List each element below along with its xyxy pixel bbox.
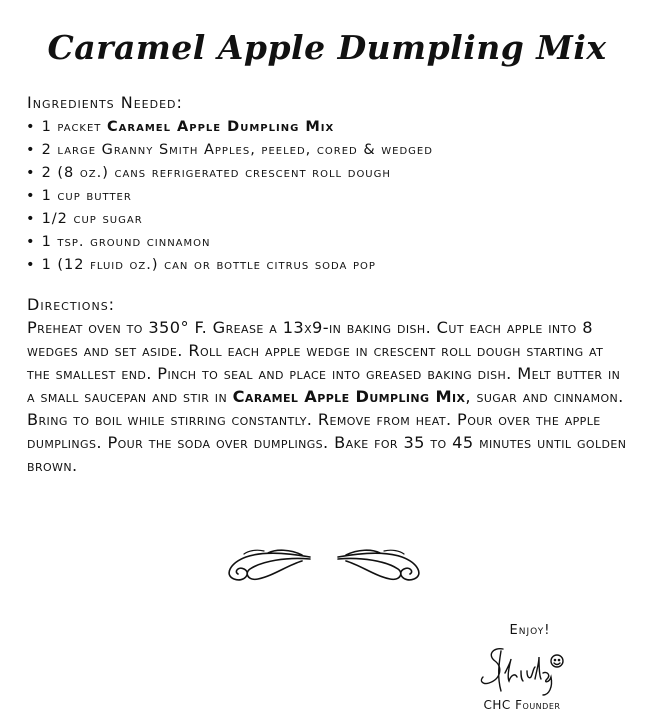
directions-text: [27, 316, 627, 477]
ingredient-product-name: Caramel Apple Dumpling Mix: [107, 119, 335, 135]
directions-product-name: Caramel Apple Dumpling Mix: [232, 387, 466, 406]
ingredient-text: 2 large Granny Smith Apples, peeled, cored & wedged: [41, 142, 433, 158]
ingredient-text: 2 (8 oz.) cans refrigerated crescent roll dough: [41, 165, 391, 181]
ingredient-text: 1/2 cup sugar: [41, 211, 143, 227]
bullet: •: [26, 165, 36, 181]
ingredients-heading: Ingredients Needed:: [27, 93, 183, 112]
ingredient-text: 1 packet: [41, 119, 108, 135]
bullet: •: [26, 142, 36, 158]
bullet: •: [26, 234, 36, 250]
ingredient-text: 1 (12 fluid oz.) can or bottle citrus soda pop: [41, 257, 376, 273]
bullet: •: [26, 119, 36, 135]
ingredient-item: [26, 208, 433, 231]
flourish-divider-icon: [218, 545, 430, 585]
ingredient-item: [26, 162, 433, 185]
ingredient-item: [26, 231, 433, 254]
ingredient-item: [26, 116, 433, 139]
ingredient-text: 1 cup butter: [41, 188, 132, 204]
enjoy-text: Enjoy!: [509, 623, 551, 638]
ingredient-item: [26, 139, 433, 162]
bullet: •: [26, 188, 36, 204]
ingredient-item: [26, 254, 433, 277]
bullet: •: [26, 211, 36, 227]
ingredients-list: [26, 116, 433, 277]
recipe-title: Caramel Apple Dumpling Mix: [47, 28, 607, 67]
founder-label: CHC Founder: [483, 698, 561, 712]
ingredient-item: [26, 185, 433, 208]
directions-text-part: , sugar and cinnamon. Bring to boil while stirring constantly. Remove from heat. Pour over the apple dumplings. Pour the soda over dumplings. Bake for 35 to 45 minutes until golden brown.: [27, 387, 627, 475]
ingredient-text: 1 tsp. ground cinnamon: [41, 234, 211, 250]
directions-heading: Directions:: [27, 295, 116, 314]
directions-text-part: Preheat oven to 350° F. Grease a 13x9-in baking dish. Cut each apple into 8 wedges and set aside. Roll each apple wedge in crescent roll dough starting at the smallest end. Pinch to seal and place into greased baking dish. Melt butter in a small saucepan and stir in: [27, 318, 621, 406]
handwritten-signature-icon: [477, 643, 573, 699]
bullet: •: [26, 257, 36, 273]
